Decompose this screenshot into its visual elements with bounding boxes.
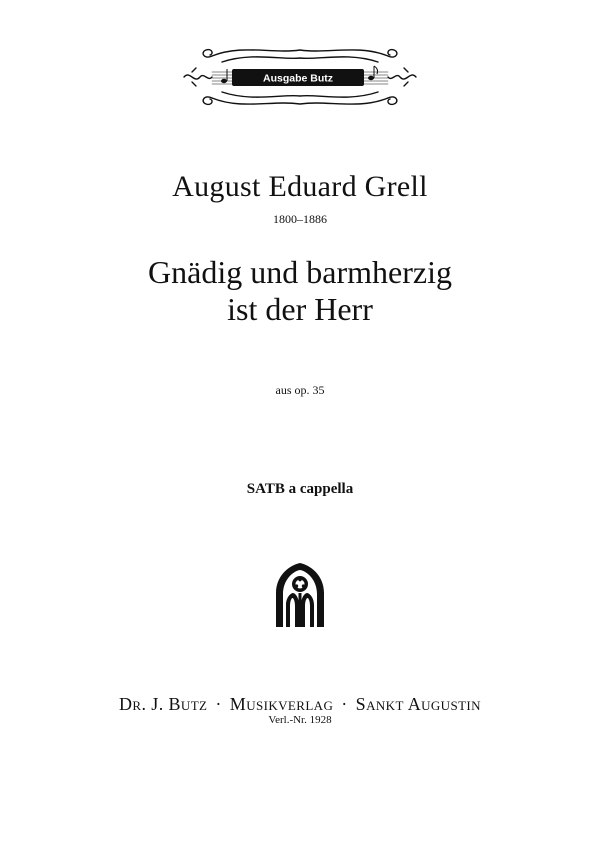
composer-name: August Eduard Grell (172, 170, 428, 203)
ornament-banner (182, 42, 418, 112)
separator-dot: · (215, 694, 222, 714)
opus-reference: aus op. 35 (275, 383, 325, 397)
scoring: SATB a cappella (246, 481, 354, 497)
gothic-window-logo-icon (274, 563, 326, 629)
catalog-number: Verl.-Nr. 1928 (268, 714, 332, 726)
separator-dot: · (341, 694, 348, 714)
publisher-logo (274, 563, 326, 629)
publisher-name: Dr. J. Butz (119, 694, 208, 714)
work-title (0, 254, 600, 328)
work-title-line-2: ist der Herr (227, 291, 373, 327)
ornamental-music-frame-icon (182, 42, 418, 112)
publisher-house: Musikverlag (229, 694, 334, 714)
work-title-line-1: Gnädig und barmherzig (148, 254, 452, 290)
publisher-city: Sankt Augustin (355, 694, 481, 714)
composer-dates: 1800–1886 (273, 212, 327, 226)
publisher-line (0, 694, 600, 715)
badge-label: Ausgabe Butz (262, 72, 334, 85)
